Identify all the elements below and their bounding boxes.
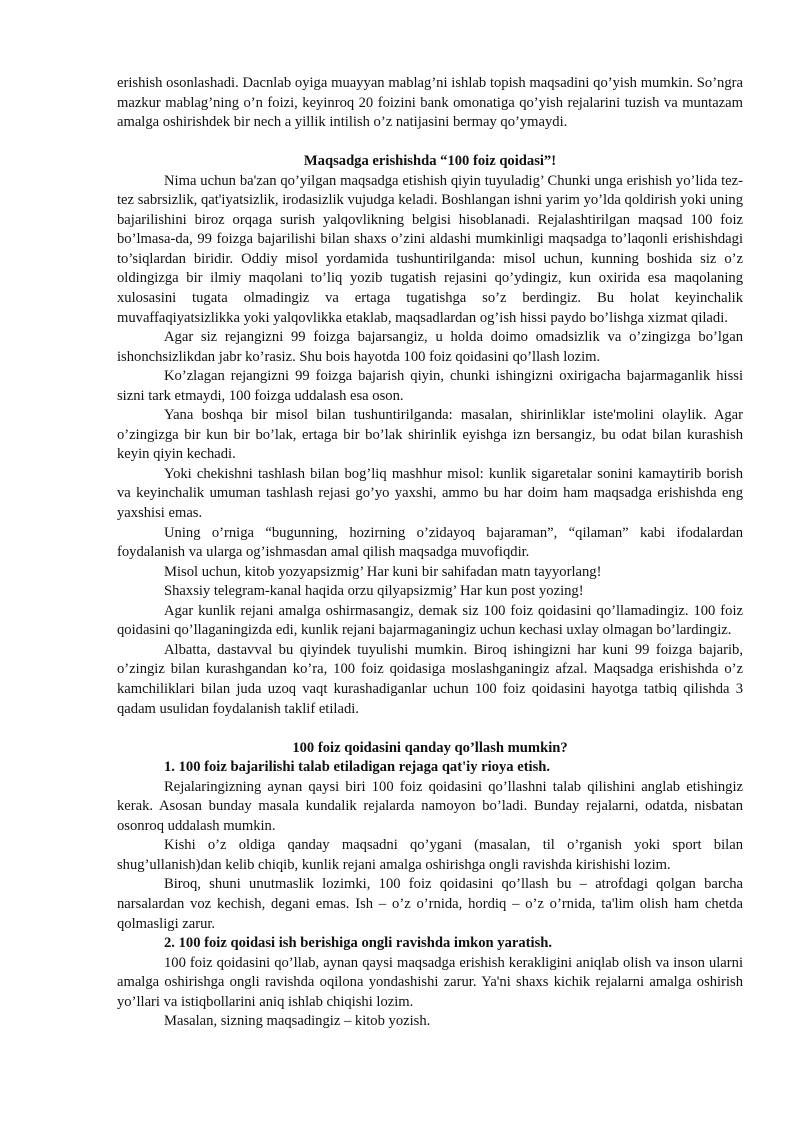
- intro-paragraph: erishish osonlashadi. Dacnlab oyiga muayyan mablag’ni ishlab topish maqsadini qo’yish mumkin. So’ngra mazkur mablag’ning o’n foizi, keyinroq 20 foizini bank omonatiga qo’yish rejalarini tuzish va muntazam amalga oshirishdek bir nech a yillik intilish o’z natijasini bermay qo’ymaydi.: [117, 75, 743, 131]
- body-paragraph: Shaxsiy telegram-kanal haqida orzu qilyapsizmig’ Har kun post yozing!: [164, 583, 584, 600]
- body-paragraph: Misol uchun, kitob yozyapsizmig’ Har kuni bir sahifadan matn tayyorlang!: [164, 563, 602, 580]
- body-paragraph: Masalan, sizning maqsadingiz – kitob yozish.: [164, 1013, 431, 1030]
- body-paragraph: Rejalaringizning aynan qaysi biri 100 foiz qoidasini qo’llashni talab qilishini anglab etishingiz kerak. Asosan bunday masala kundalik rejalarda namoyon bo’ladi. Bunday rejalarni, odatda, nisbatan osonroq uddalash mumkin.: [117, 778, 743, 834]
- body-paragraph: 100 foiz qoidasini qo’llab, aynan qaysi maqsadga erishish kerakligini aniqlab olish va inson ularni amalga oshirishga ongli ravishda oqilona yondashishi zarur. Ya'ni shaxs kichik rejalarni amalga oshirish yo’llari va istiqbollarini aniq ishlab chiqishi lozim.: [117, 954, 743, 1010]
- body-paragraph: Nima uchun ba'zan qo’yilgan maqsadga etishish qiyin tuyuladig’ Chunki unga erishish yo’lida tez-tez sabrsizlik, qat'iyatsizlik, irodasizlik vujudga keladi. Boshlangan ishni yarim yo’lda qoldirish yoki uning bajarilishini biroz orqaga surish yalqovlikning belgisi hisoblanadi. Rejalashtirilgan maqsad 100 foiz bo’lmasa-da, 99 foizga bajarilishi bilan shaxs o’zini aldashi mumkinligi maqsadga to’laqonli erishishdagi to’siqlardan biridir. Oddiy misol yordamida tushuntirilganda: misol uchun, kunning boshida siz o’z oldingizga bir ilmiy maqolani to’liq yozib tugatish rejasini qo’ydingiz, kun oxirida esa maqolaning xulosasini tugata olmadingiz va ertaga tugatishga so’z berdingiz. Bu holat keyinchalik muvaffaqiyatsizlikka yoki yalqovlikka etaklab, maqsadlardan og’ish hissi paydo bo’lishga xizmat qiladi.: [117, 172, 743, 326]
- body-paragraph: Agar kunlik rejani amalga oshirmasangiz, demak siz 100 foiz qoidasini qo’llamadingiz. 100 foiz qoidasini qo’llaganingizda edi, kunlik rejani bajarmaganingiz uchun kechasi uxlay olmagan bo’lardingiz.: [117, 602, 743, 639]
- step-heading-1: 1. 100 foiz bajarilishi talab etiladigan rejaga qat'iy rioya etish.: [164, 759, 551, 776]
- body-paragraph: Uning o’rniga “bugunning, hozirning o’zidayoq bajaraman”, “qilaman” kabi ifodalardan foydalanish va ularga og’ishmasdan amal qilish maqsadga muvofiqdir.: [117, 524, 743, 561]
- section-heading-how-to-apply: 100 foiz qoidasini qanday qo’llash mumkin?: [292, 739, 568, 756]
- spacer: [117, 719, 743, 739]
- section-heading-100-percent-rule: Maqsadga erishishda “100 foiz qoidasi”!: [303, 153, 557, 170]
- body-paragraph: Ko’zlagan rejangizni 99 foizga bajarish qiyin, chunki ishingizni oxirigacha bajarmaganlik hissi sizni tark etmaydi, 100 foizga uddalash esa oson.: [117, 368, 743, 404]
- body-paragraph: Albatta, dastavval bu qiyindek tuyulishi mumkin. Biroq ishingizni har kuni 99 foizga bajarib, o’zingiz bilan kurashgandan ko’ra, 100 foiz qoidasiga moslashganingiz afzal. Maqsadga erishishda o’z kamchiliklari bilan juda uzoq vaqt kurashadiganlar uchun 100 foiz qoidasini hayotga tatbiq qilishda 3 qadam usulidan foydalanish taklif etiladi.: [117, 641, 743, 717]
- body-paragraph: Biroq, shuni unutmaslik lozimki, 100 foiz qoidasini qo’llash bu – atrofdagi qolgan barcha narsalardan voz kechish, degani emas. Ish – o’z o’rnida, hordiq – o’z o’rnida, ta'lim olish ham chetda qolmasligi zarur.: [117, 876, 743, 932]
- body-paragraph: Yoki chekishni tashlash bilan bog’liq mashhur misol: kunlik sigaretalar sonini kamaytirib borish va keyinchalik umuman tashlash rejasi go’yo yaxshi, ammo bu har doim ham maqsadga erishishda eng yaxshisi emas.: [117, 465, 743, 522]
- document-page: [117, 74, 743, 1032]
- body-paragraph: Yana boshqa bir misol bilan tushuntirilganda: masalan, shirinliklar iste'molini olaylik. Agar o’zingizga bir kun bir bo’lak, ertaga bir bo’lak shirinlik eyishga izn bersangiz, bu odat bilan kurashish keyin qiyin kechadi.: [117, 407, 743, 463]
- step-heading-2: 2. 100 foiz qoidasi ish berishiga ongli ravishda imkon yaratish.: [164, 935, 553, 952]
- body-paragraph: Kishi o’z oldiga qanday maqsadni qo’ygani (masalan, til o’rganish yoki sport bilan shug’ullanish)dan kelib chiqib, kunlik rejani amalga oshirishga ongli ravishda kirishishi lozim.: [117, 837, 743, 873]
- spacer: [117, 133, 743, 153]
- body-paragraph: Agar siz rejangizni 99 foizga bajarsangiz, u holda doimo omadsizlik va o’zingizga bo’lgan ishonchsizlikdan jabr ko’rasiz. Shu bois hayotda 100 foiz qoidasini qo’llash lozim.: [117, 329, 743, 365]
